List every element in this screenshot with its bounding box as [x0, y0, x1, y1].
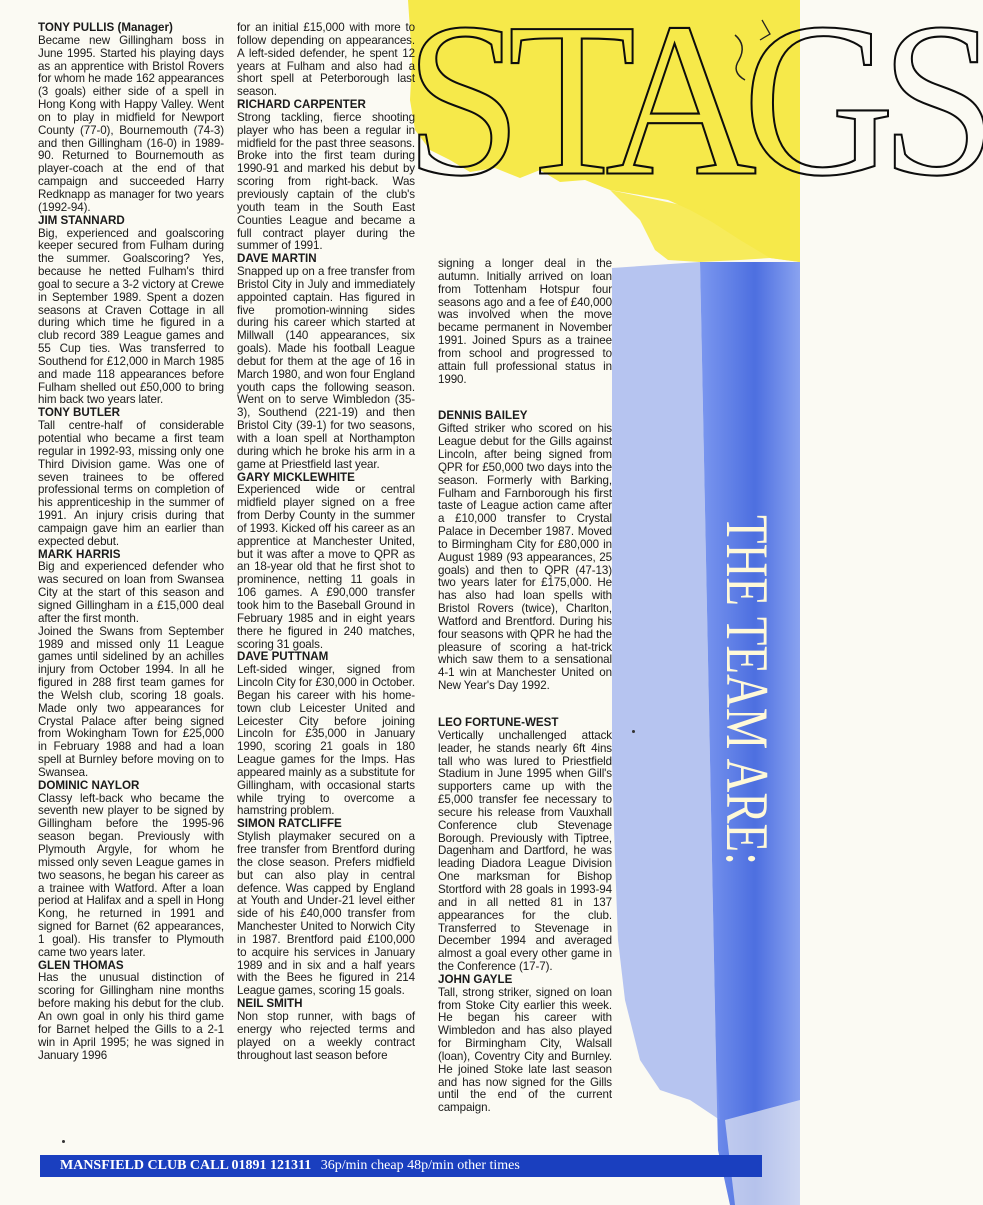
print-speck [62, 1140, 65, 1143]
profile-neil-smith [237, 998, 415, 1062]
team-heading-text: THE TEAM ARE: [714, 515, 780, 866]
player-name: SIMON RATCLIFFE [237, 817, 342, 831]
player-bio: Vertically unchallenged attack leader, he stands nearly 6ft 4ins tall who was lured to Priestfield Stadium in June 1995 when Gill's supporters came up with the £5,000 transfer fee necessary to secure his release from Vauxhall Conference club Stevenage Borough. Previously with Tiptree, Dagenham and Dartford, he was leading Diadora League Division One marksman for Bishop Stortford with 28 goals in 1993-94 and in all netted 81 in 137 appearances for the club. Transferred to Stevenage in December 1994 and averaged almost a goal every other game in the Conference (17-7). [438, 728, 612, 974]
player-bio: Classy left-back who became the seventh new player to be signed by Gillingham before the 1995-96 season began. Previously with Plymouth Argyle, for whom he missed only seven League games in two seasons, he began his career as a trainee with Watford. After a loan period at Halifax and a spell in Hong Kong, he returned in 1991 and signed for Barnet (62 appearances, 1 goal). His transfer to Plymouth came two years later. [38, 791, 224, 959]
player-bio: Strong tackling, fierce shooting player who has been a regular in midfield for the past three seasons. Broke into the first team during 1990-91 and marked his debut by scoring from right-back. Was previously captain of the club's youth team in the South East Counties League and became a full contract player during the summer of 1991. [237, 110, 415, 253]
player-name: DAVE MARTIN [237, 252, 317, 266]
player-bio: for an initial £15,000 with more to follow depending on appearances. A left-sided defender, he spent 12 years at Fulham and also had a short spell at Peterborough last season. [237, 21, 415, 99]
player-name: DOMINIC NAYLOR [38, 778, 140, 792]
profile-tony-pullis [38, 22, 224, 215]
player-name: TONY BUTLER [38, 406, 121, 420]
player-bio: Became new Gillingham boss in June 1995. Started his playing days as an apprentice with Bristol Rovers for whom he made 162 appearances (3 goals) either side of a spell in Hong Kong with Happy Valley. Went on to play in midfield for Newport County (77-0), Bournemouth (74-3) and then Gillingham (16-0) in 1989-90. Returned to Bournemouth as player-coach at the end of that campaign and succeeded Harry Redknapp as manager for two years (1992-94). [38, 33, 224, 214]
player-bio: Big and experienced defender who was secured on loan from Swansea City at the start of this season and signed Gillingham in a £15,000 deal after the first month. [38, 560, 224, 625]
player-bio: Non stop runner, with bags of energy who rejected terms and played on a weekly contract throughout last season before [237, 1009, 415, 1062]
profile-jim-stannard [38, 215, 224, 408]
player-bio: Left-sided winger, signed from Lincoln City for £30,000 in October. Began his career with his home-town club Leicester United and Leicester City before joining Lincoln for £35,000 in January 1990, scoring 21 goals in 180 League games for the Imps. Has appeared mainly as a substitute for Gillingham, with occasional starts while trying to overcome a hamstring problem. [237, 663, 415, 818]
profile-simon-ratcliffe [237, 818, 415, 998]
profile-dave-martin [237, 253, 415, 471]
profile-dave-puttnam [237, 651, 415, 818]
player-name: JIM STANNARD [38, 213, 125, 227]
profile-mark-harris [38, 549, 224, 626]
stags-title-text: STAGS [405, 0, 983, 222]
player-bio: signing a longer deal in the autumn. Initially arrived on loan from Tottenham Hotspur four seasons ago and a fee of £40,000 was involved when the move became permanent in November 1991. Joined Spurs as a trainee from school and progressed to attain full professional status in 1990. [438, 257, 612, 386]
player-name: LEO FORTUNE-WEST [438, 716, 559, 729]
player-bio: Snapped up on a free transfer from Bristol City in July and immediately appointed captain. Has figured in five promotion-winning sides during his career which started at Millwall (140 appearances, six goals). Made his football League debut for them at the age of 16 in March 1980, and won four England youth caps the following season. Went on to serve Wimbledon (35-3), Southend (221-19) and then Bristol City (39-1) for two seasons, with a loan spell at Northampton during which he broke his arm in a game at Priestfield last year. [237, 265, 415, 471]
spacer [438, 693, 612, 705]
column-3 [438, 258, 612, 1115]
player-bio: Tall, strong striker, signed on loan from Stoke City earlier this week. He began his career with Wimbledon and has also played for Birmingham City, Walsall (loan), Coventry City and Burnley. He joined Stoke late last season and has now signed for the Gills until the end of the current campaign. [438, 985, 612, 1115]
player-bio: Gifted striker who scored on his League debut for the Gills against Lincoln, after being signed from QPR for £50,000 two days into the season. Formerly with Barking, Fulham and Farnborough his first taste of League action came after a £10,000 transfer to Crystal Palace in December 1987. Moved to Birmingham City for £80,000 in August 1989 (93 appearances, 25 goals) and then to QPR (47-13) two years later for £175,000. He has also had loan spells with Bristol Rovers (twice), Charlton, Watford and Brentford. During his four seasons with QPR he had the pleasure of scoring a hat-trick which saw them to a sensational 4-1 win at Manchester United on New Year's Day 1992. [438, 422, 612, 693]
column-1 [38, 22, 224, 1062]
player-name: JOHN GAYLE [438, 972, 513, 986]
column-2 [237, 22, 415, 1062]
profile-mark-harris-continued [38, 626, 224, 780]
player-name: MARK HARRIS [38, 547, 121, 561]
stags-masthead [400, 0, 983, 230]
club-call-number: MANSFIELD CLUB CALL 01891 121311 [60, 1158, 312, 1173]
player-name: NEIL SMITH [237, 997, 303, 1011]
player-bio: Experienced wide or central midfield player signed on a free from Derby County in the summer of 1993. Kicked off his career as an apprentice at Manchester United, but it was after a move to QPR as an 18-year old that he first shot to prominence, netting 11 goals in 106 games. A £90,000 transfer took him to the Baseball Ground in February 1985 and in eight years there he figured in 240 matches, scoring 31 goals. [237, 483, 415, 651]
player-name: GARY MICKLEWHITE [237, 470, 355, 484]
team-heading-vertical [712, 515, 782, 935]
profile-dennis-bailey [438, 410, 612, 693]
player-bio: Big, experienced and goalscoring keeper secured from Fulham during the summer. Goalscoring? Yes, because he netted Fulham's third goal to secure a 3-2 victory at Crewe in September 1989. Spent a dozen seasons at Craven Cottage in all during which time he figured in a club record 389 League games and 55 Cup ties. Was transferred to Southend for £12,000 in March 1985 and made 118 appearances before Fulham shelled out £50,000 to bring him back two years later. [38, 226, 224, 407]
player-bio: Tall centre-half of considerable potential who became a first team regular in 1992-93, missing only one Third Division game. Was one of seven trainees to be offered professional terms on completion of his apprenticeship in the summer of 1991. An injury crisis during that campaign gave him an earlier than expected debut. [38, 419, 224, 548]
player-name: GLEN THOMAS [38, 958, 124, 972]
profile-john-gayle [438, 974, 612, 1115]
call-rates: 36p/min cheap 48p/min other times [320, 1158, 520, 1173]
player-bio-continued: Joined the Swans from September 1989 and missed only 11 League games until sidelined by an achilles injury from October 1994. In all he figured in 288 first team games for the Welsh club, scoring 18 goals. Made only two appearances for Crystal Palace after being signed from Wokingham Town for £25,000 in February 1988 and had a loan spell at Burnley before moving on to Swansea. [38, 624, 224, 779]
profile-glen-thomas [38, 960, 224, 1063]
profile-gary-micklewhite [237, 472, 415, 652]
print-speck [632, 730, 635, 733]
profile-glen-thomas-continued [237, 22, 415, 99]
player-name: DAVE PUTTNAM [237, 650, 329, 664]
profile-tony-butler [38, 407, 224, 548]
player-name: RICHARD CARPENTER [237, 98, 366, 112]
player-name: TONY PULLIS (Manager) [38, 21, 173, 34]
player-bio: Stylish playmaker secured on a free transfer from Brentford during the close season. Prefers midfield but can also play in central defence. Was capped by England at Youth and Under-21 level either side of his £40,000 transfer from Manchester United to Norwich City in 1987. Brentford paid £100,000 to acquire his services in January 1989 and in six and a half years with the Bees he figured in 214 League games, scoring 15 goals. [237, 830, 415, 998]
player-bio: Has the unusual distinction of scoring for Gillingham nine months before making his debut for the club. An own goal in only his third game for Barnet helped the Gills to a 2-1 win in April 1995; he was signed in January 1996 [38, 971, 224, 1062]
profile-neil-smith-continued [438, 258, 612, 386]
profile-dominic-naylor [38, 780, 224, 960]
profile-leo-fortune-west [438, 717, 612, 974]
player-name: DENNIS BAILEY [438, 409, 528, 423]
club-call-banner [40, 1155, 762, 1177]
profile-richard-carpenter [237, 99, 415, 253]
spacer [438, 386, 612, 398]
